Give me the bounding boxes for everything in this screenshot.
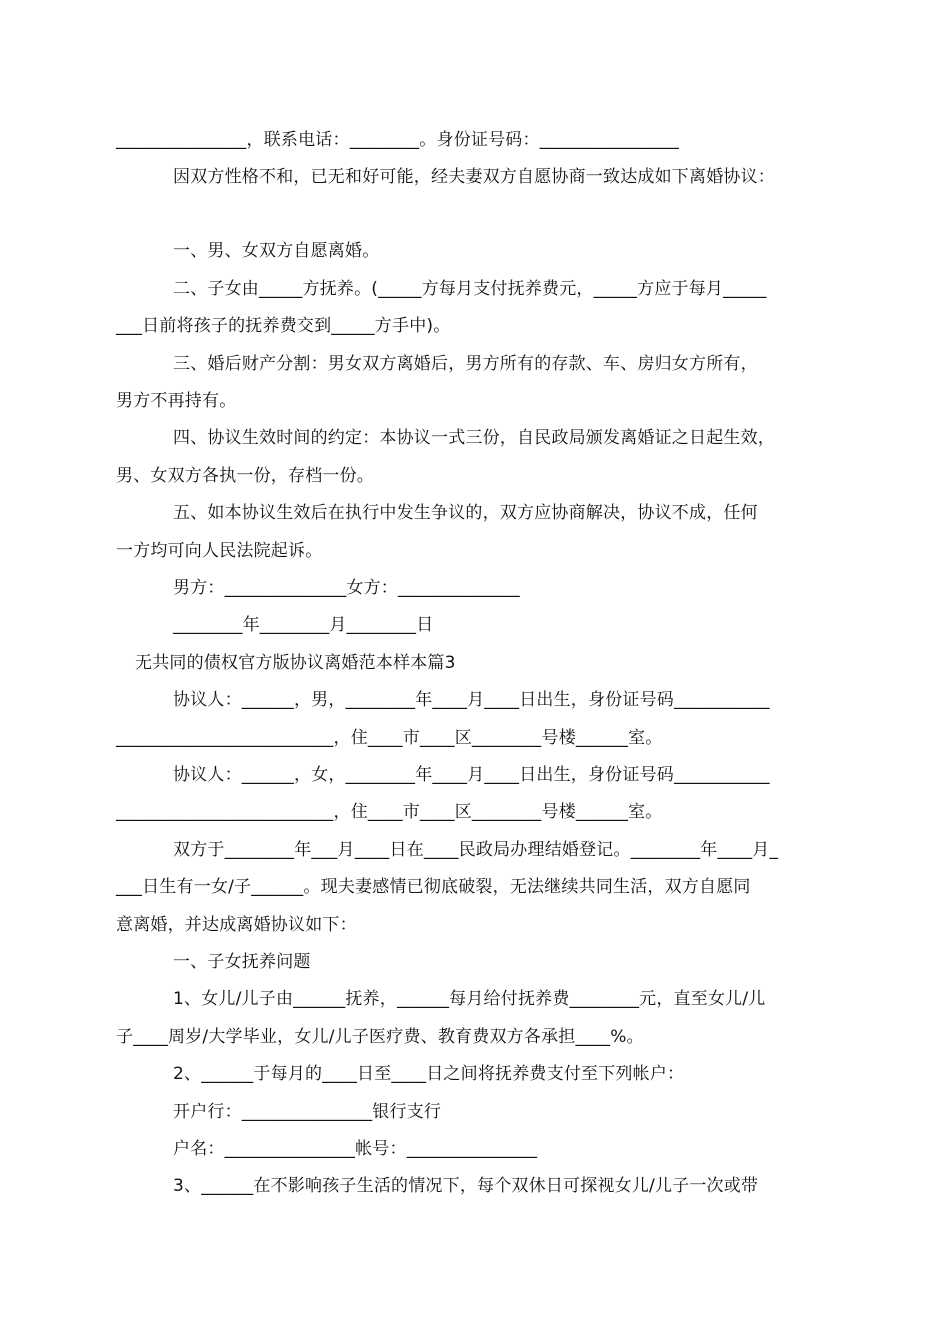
clause-3-line-1: 三、婚后财产分割：男女双方离婚后，男方所有的存款、车、房归女方所有，: [173, 354, 758, 374]
item-3: 3、______在不影响孩子生活的情况下，每个双休日可探视女儿/儿子一次或带: [173, 1176, 759, 1196]
bank-branch-line: 开户行：_______________银行支行: [173, 1102, 442, 1122]
marriage-line-1: 双方于________年___月____日在____民政局办理结婚登记。________年____月_: [173, 840, 779, 860]
party-1-line-2: _________________________，住____市____区________号楼______室。: [116, 728, 663, 748]
account-line: 户名：_______________帐号：_______________: [173, 1139, 538, 1159]
party-2-line-2: _________________________，住____市____区________号楼______室。: [116, 802, 663, 822]
clause-4-line-1: 四、协议生效时间的约定：本协议一式三份，自民政局颁发离婚证之日起生效，: [173, 428, 775, 448]
contact-line: _______________，联系电话：________。身份证号码：________________: [116, 130, 679, 150]
clause-2-line-1: 二、子女由_____方抚养。(_____方每月支付抚养费元，_____方应于每月_____: [173, 279, 767, 299]
party-2-line-1: 协议人：______，女，________年____月____日出生，身份证号码___________: [173, 765, 770, 785]
clause-5-line-1: 五、如本协议生效后在执行中发生争议的，双方应协商解决，协议不成，任何: [173, 503, 758, 523]
clause-4-line-2: 男、女双方各执一份，存档一份。: [116, 466, 374, 486]
signature-line: 男方：______________女方：______________: [173, 578, 520, 598]
child-support-heading: 一、子女抚养问题: [173, 952, 311, 972]
clause-5-line-2: 一方均可向人民法院起诉。: [116, 541, 323, 561]
clause-3-line-2: 男方不再持有。: [116, 391, 237, 411]
date-line: ________年________月________日: [173, 615, 434, 635]
marriage-line-2: ___日生有一女/子______。现夫妻感情已彻底破裂，无法继续共同生活，双方自愿同: [116, 877, 751, 897]
intro-paragraph: 因双方性格不和，已无和好可能，经夫妻双方自愿协商一致达成如下离婚协议：: [173, 167, 775, 187]
clause-1: 一、男、女双方自愿离婚。: [173, 241, 380, 261]
party-1-line-1: 协议人：______，男，________年____月____日出生，身份证号码___________: [173, 690, 770, 710]
section-title: 无共同的债权官方版协议离婚范本样本篇3: [135, 653, 456, 673]
marriage-line-3: 意离婚，并达成离婚协议如下：: [116, 915, 357, 935]
clause-2-line-2: ___日前将孩子的抚养费交到_____方手中)。: [116, 316, 451, 336]
item-1-line-2: 子____周岁/大学毕业，女儿/儿子医疗费、教育费双方各承担____%。: [116, 1027, 644, 1047]
item-1-line-1: 1、女儿/儿子由______抚养，______每月给付抚养费________元，直至女儿/儿: [173, 989, 766, 1009]
item-2: 2、______于每月的____日至____日之间将抚养费支付至下列帐户：: [173, 1064, 685, 1084]
